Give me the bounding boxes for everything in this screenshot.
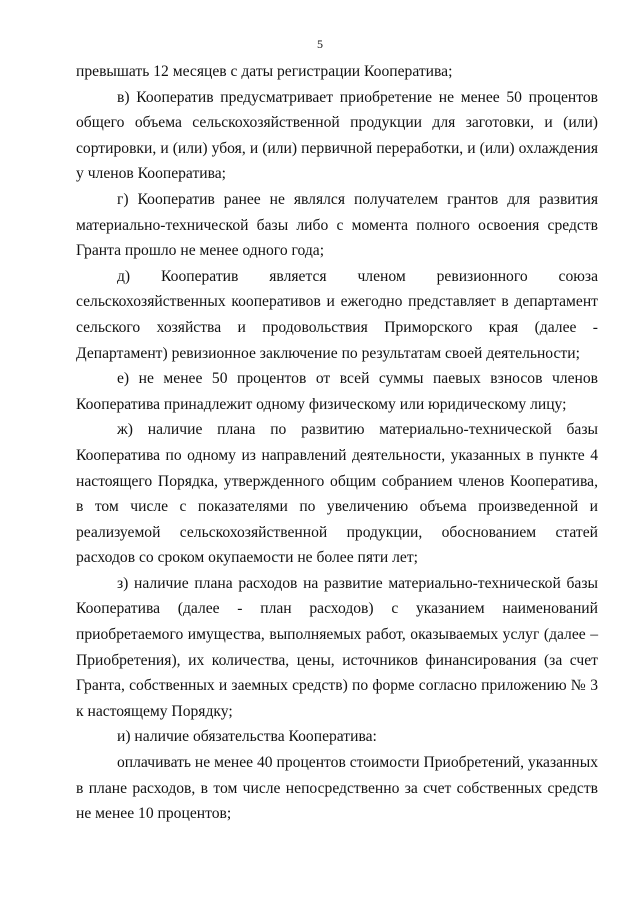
document-body: [76, 59, 598, 827]
paragraph-obligation: оплачивать не менее 40 процентов стоимости Приобретений, указанных в плане расходов, в том числе непосредственно за счет собственных средств не менее 10 процентов;: [76, 754, 598, 823]
paragraph-continuation: превышать 12 месяцев с даты регистрации Кооператива;: [76, 63, 453, 80]
paragraph-item-v: в) Кооператив предусматривает приобретение не менее 50 процентов общего объема сельскохозяйственной продукции для заготовки, и (или) сортировки, и (или) убоя, и (или) первичной переработки, и (или) охлаждения у членов Кооператива;: [76, 88, 598, 183]
paragraph-item-i: и) наличие обязательства Кооператива:: [117, 728, 377, 746]
paragraph-item-d: д) Кооператив является членом ревизионного союза сельскохозяйственных кооперативов и ежегодно представляет в департамент сельского хозяйства и продовольствия Приморского края (далее - Департамент) ревизионное заключение по результатам своей деятельности;: [76, 267, 598, 362]
paragraph-item-z: з) наличие плана расходов на развитие материально-технической базы Кооператива (далее - план расходов) с указанием наименований приобретаемого имущества, выполняемых работ, оказываемых услуг (далее – Приобретения), их количества, цены, источников финансирования (за счет Гранта, собственных и заемных средств) по форме согласно приложению № 3 к настоящему Порядку;: [76, 574, 598, 720]
paragraph-item-e: е) не менее 50 процентов от всей суммы паевых взносов членов Кооператива принадлежит одному физическому или юридическому лицу;: [76, 370, 598, 413]
page-number: 5: [317, 37, 323, 51]
paragraph-item-g: г) Кооператив ранее не являлся получателем грантов для развития материально-технической базы либо с момента полного освоения средств Гранта прошло не менее одного года;: [76, 190, 598, 260]
paragraph-item-zh: ж) наличие плана по развитию материально-технической базы Кооператива по одному из направлений деятельности, указанных в пункте 4 настоящего Порядка, утвержденного общим собранием членов Кооператива, в том числе с показателями по увеличению объема произведенной и реализуемой сельскохозяйственной продукции, обоснованием статей расходов со сроком окупаемости не более пяти лет;: [76, 421, 598, 567]
